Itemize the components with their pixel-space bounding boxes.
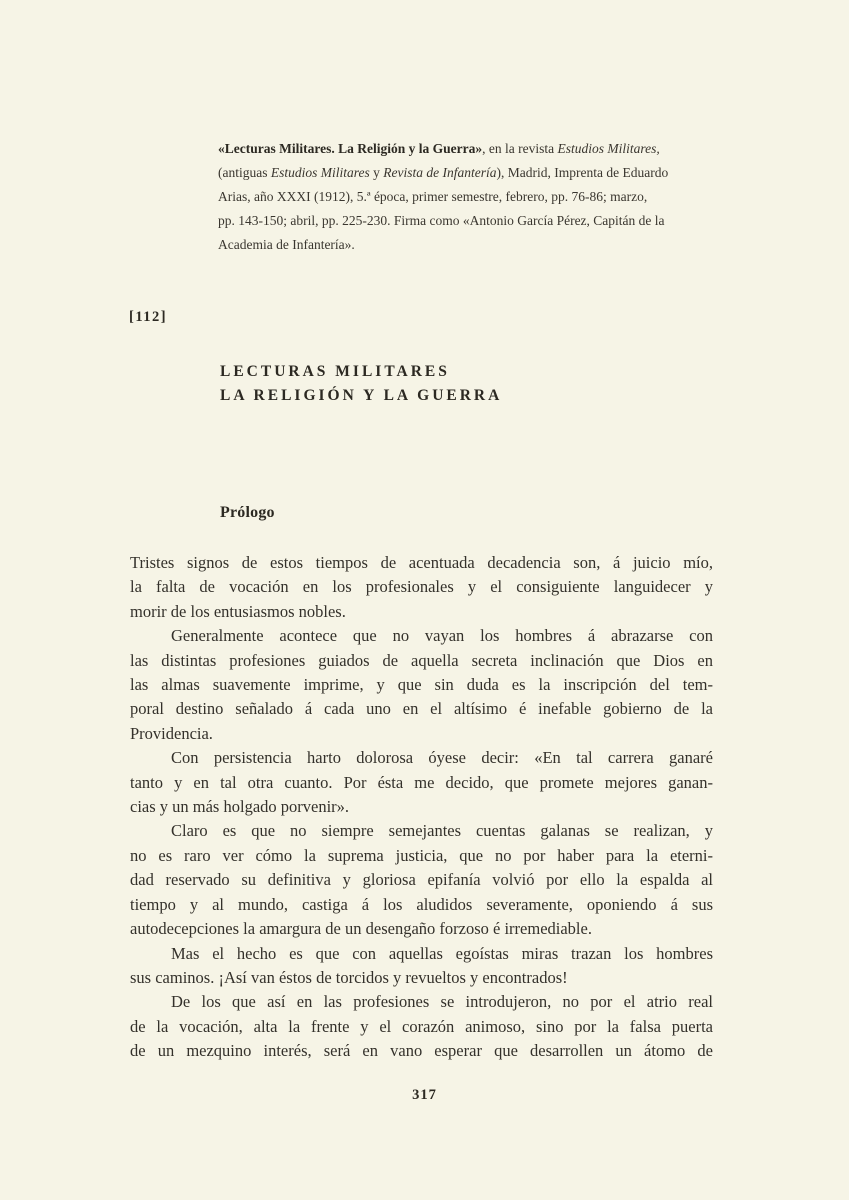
citation-segment-italic: Estudios Militares xyxy=(270,165,370,180)
paragraph xyxy=(130,819,713,941)
citation-segment-regular: Academia de Infantería». xyxy=(218,237,355,252)
citation-line xyxy=(218,233,718,257)
text-line: dad reservado su definitiva y gloriosa epifanía volvió por ello la espalda al xyxy=(130,870,713,890)
citation-segment-italic: Estudios Militares, xyxy=(557,141,660,156)
citation-segment-regular: ), Madrid, Imprenta de Eduardo xyxy=(496,165,669,180)
text-line: tiempo y al mundo, castiga á los aludidos severamente, oponiendo á sus xyxy=(130,894,713,914)
text-line: las distintas profesiones guiados de aquella secreta inclinación que Dios en xyxy=(130,650,713,670)
citation-segment-bold: «Lecturas Militares. La Religión y la Guerra» xyxy=(218,141,483,156)
text-line: no es raro ver cómo la suprema justicia, que no por haber para la eterni- xyxy=(130,845,713,865)
citation-line xyxy=(218,209,718,233)
page-number: 317 xyxy=(412,1087,437,1103)
citation-segment-regular: y xyxy=(369,165,384,180)
chapter-title xyxy=(220,360,502,408)
text-line: Con persistencia harto dolorosa óyese decir: «En tal carrera ganaré xyxy=(171,748,713,768)
citation-segment-italic: Revista de Infantería xyxy=(383,165,497,180)
text-line: de un mezquino interés, será en vano esperar que desarrollen un átomo de xyxy=(130,1041,713,1061)
text-line: la falta de vocación en los profesionales y el consiguiente languidecer y xyxy=(130,577,713,597)
chapter-title-line1: LECTURAS MILITARES xyxy=(220,363,450,380)
paragraph xyxy=(130,942,713,991)
chapter-title-line2: LA RELIGIÓN Y LA GUERRA xyxy=(220,387,503,404)
paragraph xyxy=(130,624,713,746)
paragraph xyxy=(130,990,713,1063)
text-line: Tristes signos de estos tiempos de acentuada decadencia son, á juicio mío, xyxy=(130,553,713,572)
text-line: poral destino señalado á cada uno en el altísimo é inefable gobierno de la xyxy=(130,699,713,719)
prologue-heading: Prólogo xyxy=(220,504,275,521)
paragraph xyxy=(130,746,713,819)
citation-block xyxy=(218,137,718,257)
text-line: de la vocación, alta la frente y el corazón animoso, sino por la falsa puerta xyxy=(130,1016,713,1036)
citation-segment-regular: pp. 143-150; abril, pp. 225-230. Firma como «Antonio García Pérez, Capitán de la xyxy=(218,213,665,228)
body-text xyxy=(130,551,713,1064)
citation-line xyxy=(218,161,718,185)
text-line: Claro es que no siempre semejantes cuentas galanas se realizan, y xyxy=(171,821,713,841)
citation-segment-regular: , en la revista xyxy=(482,141,558,156)
section-number: [112] xyxy=(129,309,168,325)
text-line: cias y un más holgado porvenir». xyxy=(130,797,350,817)
citation-segment-regular: (antiguas xyxy=(218,165,271,180)
citation-segment-regular: Arias, año XXXI (1912), 5.ª época, primer semestre, febrero, pp. 76-86; marzo, xyxy=(218,189,648,204)
text-line: Generalmente acontece que no vayan los hombres á abrazarse con xyxy=(171,626,713,646)
text-line: De los que así en las profesiones se introdujeron, no por el atrio real xyxy=(171,992,713,1012)
citation-line xyxy=(218,137,718,161)
text-line: tanto y en tal otra cuanto. Por ésta me decido, que promete mejores ganan- xyxy=(130,772,713,792)
text-line: sus caminos. ¡Así van éstos de torcidos y revueltos y encontrados! xyxy=(130,967,568,987)
text-line: morir de los entusiasmos nobles. xyxy=(130,601,346,621)
text-line: autodecepciones la amargura de un desengaño forzoso é irremediable. xyxy=(130,919,592,939)
paragraph xyxy=(130,551,713,624)
citation-line xyxy=(218,185,718,209)
text-line: Providencia. xyxy=(130,723,213,743)
text-line: las almas suavemente imprime, y que sin duda es la inscripción del tem- xyxy=(130,675,713,695)
text-line: Mas el hecho es que con aquellas egoístas miras trazan los hombres xyxy=(171,943,713,963)
